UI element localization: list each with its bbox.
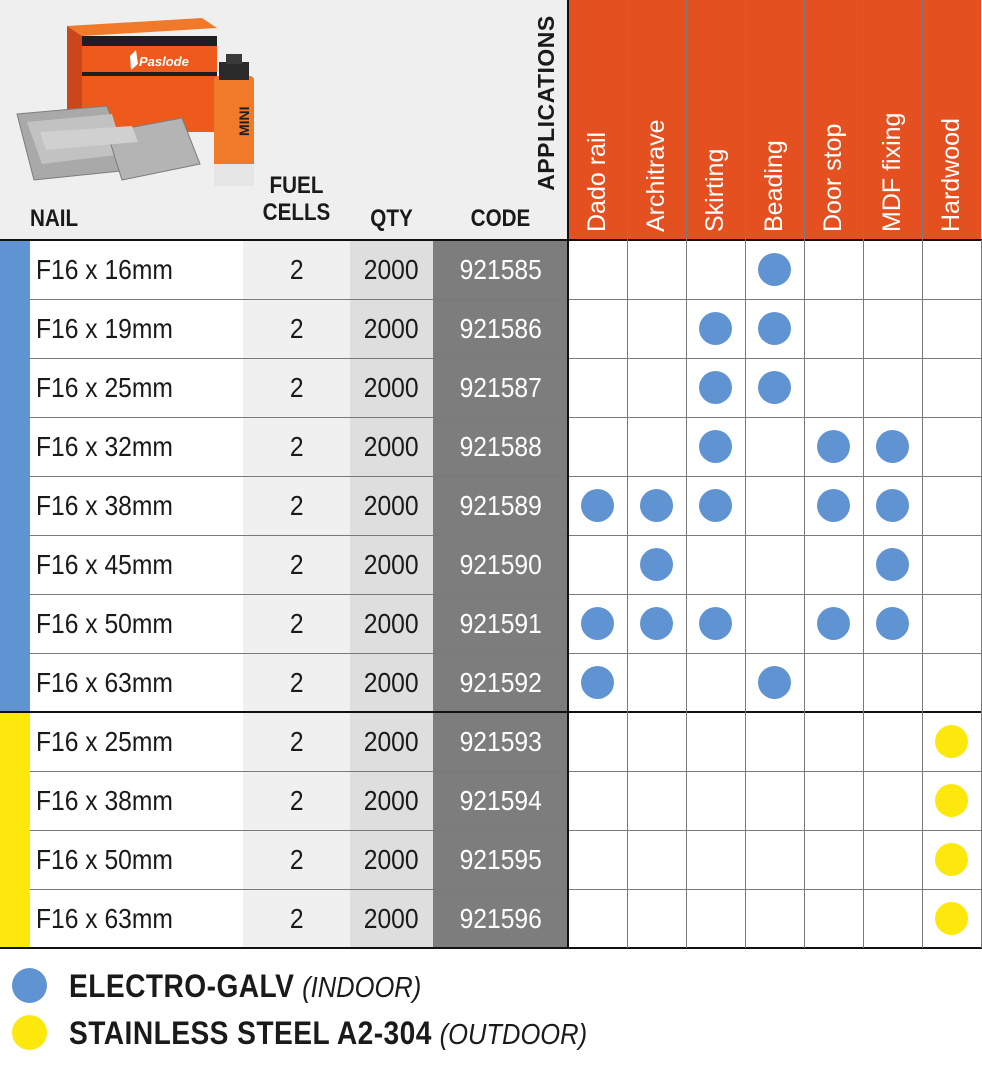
grid-line	[627, 240, 628, 948]
qty-cell	[350, 535, 433, 594]
qty-cell	[350, 417, 433, 476]
fuel-cells-cell	[243, 653, 350, 712]
code-cell-text: 921591	[459, 608, 542, 639]
legend-label	[69, 964, 421, 1010]
code-cell	[433, 889, 568, 948]
application-header-label: Architrave	[642, 119, 670, 232]
grid-line	[30, 476, 982, 477]
qty-cell-text: 2000	[364, 785, 419, 816]
grid-line	[30, 535, 982, 536]
application-cell	[568, 417, 627, 476]
nail-size-cell	[30, 476, 243, 535]
code-cell-text: 921588	[459, 431, 542, 462]
applications-header	[530, 8, 562, 198]
application-cell	[863, 240, 922, 299]
application-cell	[804, 771, 863, 830]
code-cell-text: 921586	[459, 313, 542, 344]
table-row	[0, 476, 982, 535]
grid-line	[30, 417, 982, 418]
code-cell	[433, 830, 568, 889]
application-cell	[627, 830, 686, 889]
application-cell	[627, 358, 686, 417]
fuel-cells-cell-text: 2	[289, 726, 304, 757]
table-border	[0, 947, 982, 949]
qty-cell-text: 2000	[364, 549, 419, 580]
qty-cell-text: 2000	[364, 844, 419, 875]
header-separator	[745, 0, 746, 240]
grid-line	[30, 830, 982, 831]
application-dot-icon	[699, 371, 732, 404]
application-cell	[922, 476, 981, 535]
nail-size-cell	[30, 594, 243, 653]
application-dot-icon	[699, 489, 732, 522]
application-cell	[922, 653, 981, 712]
application-cell	[804, 712, 863, 771]
application-cell	[686, 594, 745, 653]
fuel-cells-cell-text: 2	[289, 431, 304, 462]
application-cell	[686, 830, 745, 889]
qty-cell	[350, 830, 433, 889]
application-dot-icon	[935, 843, 968, 876]
qty-header: QTY	[370, 205, 413, 232]
application-cell	[686, 299, 745, 358]
application-cell	[863, 476, 922, 535]
application-dot-icon	[876, 607, 909, 640]
nail-size-cell-text: F16 x 45mm	[36, 549, 173, 580]
application-dot-icon	[876, 548, 909, 581]
application-cell	[863, 417, 922, 476]
application-cell	[745, 240, 804, 299]
grid-line	[30, 653, 982, 654]
application-cell	[863, 535, 922, 594]
application-cell	[922, 830, 981, 889]
table-border	[0, 239, 982, 241]
nail-size-cell	[30, 653, 243, 712]
application-dot-icon	[758, 371, 791, 404]
fuel-cells-cell-text: 2	[289, 372, 304, 403]
finish-color-strip	[0, 417, 30, 476]
finish-color-strip	[0, 476, 30, 535]
nail-size-cell	[30, 240, 243, 299]
finish-color-strip	[0, 358, 30, 417]
svg-text:Paslode: Paslode	[139, 54, 189, 69]
nail-header: NAIL	[30, 205, 79, 232]
application-cell	[863, 771, 922, 830]
application-cell	[804, 889, 863, 948]
applications-label: APPLICATIONS	[533, 15, 559, 191]
application-cell	[745, 594, 804, 653]
application-cell	[804, 653, 863, 712]
table-border	[0, 711, 982, 713]
fuel-cells-cell-text: 2	[289, 608, 304, 639]
application-cell	[568, 240, 627, 299]
fuel-cells-cell-text: 2	[289, 903, 304, 934]
qty-cell	[350, 889, 433, 948]
application-cell	[804, 417, 863, 476]
legend-name: STAINLESS STEEL A2-304	[69, 1015, 432, 1051]
application-cell	[922, 594, 981, 653]
application-cell	[804, 299, 863, 358]
fuel-cells-header	[250, 172, 342, 226]
application-dot-icon	[935, 725, 968, 758]
application-cell	[568, 889, 627, 948]
code-cell	[433, 594, 568, 653]
qty-cell	[350, 476, 433, 535]
application-cell	[686, 889, 745, 948]
application-cell	[922, 535, 981, 594]
nail-size-cell	[30, 299, 243, 358]
nail-size-cell	[30, 535, 243, 594]
header-separator	[804, 0, 805, 240]
table-row	[0, 240, 982, 299]
code-cell-text: 921593	[459, 726, 542, 757]
table-row	[0, 417, 982, 476]
fuel-cells-cell-text: 2	[289, 667, 304, 698]
legend-name: ELECTRO-GALV	[69, 968, 295, 1004]
qty-cell-text: 2000	[364, 608, 419, 639]
application-cell	[568, 594, 627, 653]
application-cell	[863, 358, 922, 417]
code-cell	[433, 417, 568, 476]
finish-color-strip	[0, 889, 30, 948]
grid-line	[30, 594, 982, 595]
fuel-cells-cell	[243, 358, 350, 417]
application-cell	[804, 358, 863, 417]
nail-size-cell	[30, 417, 243, 476]
application-cell	[804, 594, 863, 653]
application-header	[804, 0, 863, 240]
grid-line	[863, 240, 864, 948]
fuel-cells-cell	[243, 889, 350, 948]
application-cell	[745, 417, 804, 476]
application-cell	[804, 535, 863, 594]
application-cell	[745, 771, 804, 830]
application-cell	[745, 535, 804, 594]
table-row	[0, 653, 982, 712]
fuel-cells-cell-text: 2	[289, 254, 304, 285]
application-dot-icon	[581, 666, 614, 699]
finish-color-strip	[0, 771, 30, 830]
application-header	[568, 0, 627, 240]
application-header-label: Beading	[760, 140, 788, 232]
legend-dot-icon	[12, 1015, 47, 1050]
fuel-cells-cell-text: 2	[289, 785, 304, 816]
qty-cell	[350, 358, 433, 417]
finish-color-strip	[0, 712, 30, 771]
application-cell	[745, 653, 804, 712]
application-cell	[568, 771, 627, 830]
application-dot-icon	[935, 784, 968, 817]
grid-line	[686, 240, 687, 948]
table-row	[0, 299, 982, 358]
application-cell	[627, 712, 686, 771]
application-dot-icon	[758, 253, 791, 286]
qty-cell	[350, 653, 433, 712]
nail-size-cell	[30, 889, 243, 948]
grid-line	[804, 240, 805, 948]
qty-cell-text: 2000	[364, 667, 419, 698]
code-cell-text: 921596	[459, 903, 542, 934]
application-cell	[804, 476, 863, 535]
fuel-header-line1: FUEL	[269, 172, 324, 199]
application-dot-icon	[817, 607, 850, 640]
qty-cell-text: 2000	[364, 431, 419, 462]
nail-size-cell-text: F16 x 38mm	[36, 785, 173, 816]
table-row	[0, 830, 982, 889]
table-border	[567, 0, 569, 948]
application-cell	[568, 535, 627, 594]
fuel-cells-cell	[243, 535, 350, 594]
fuel-header-line2: CELLS	[262, 199, 331, 226]
nail-size-cell-text: F16 x 63mm	[36, 667, 173, 698]
application-cell	[627, 476, 686, 535]
finish-color-strip	[0, 535, 30, 594]
application-header	[627, 0, 686, 240]
code-cell-text: 921594	[459, 785, 542, 816]
application-cell	[745, 889, 804, 948]
application-cell	[863, 889, 922, 948]
code-header: CODE	[470, 205, 531, 232]
application-cell	[745, 476, 804, 535]
nail-size-cell-text: F16 x 38mm	[36, 490, 173, 521]
application-cell	[745, 358, 804, 417]
fuel-cells-cell	[243, 594, 350, 653]
application-dot-icon	[876, 489, 909, 522]
legend-note: (OUTDOOR)	[439, 1019, 588, 1051]
application-cell	[804, 240, 863, 299]
application-cell	[627, 771, 686, 830]
application-dot-icon	[699, 312, 732, 345]
nail-size-cell	[30, 771, 243, 830]
application-dot-icon	[699, 430, 732, 463]
nail-size-cell-text: F16 x 25mm	[36, 372, 173, 403]
table-row	[0, 889, 982, 948]
header-separator	[863, 0, 864, 240]
finish-color-strip	[0, 240, 30, 299]
header-separator	[627, 0, 628, 240]
application-cell	[863, 653, 922, 712]
grid-line	[30, 299, 982, 300]
application-dot-icon	[758, 312, 791, 345]
grid-line	[745, 240, 746, 948]
code-cell	[433, 535, 568, 594]
qty-cell	[350, 712, 433, 771]
qty-cell	[350, 771, 433, 830]
application-header-label: Door stop	[819, 123, 847, 232]
application-cell	[568, 299, 627, 358]
application-dot-icon	[640, 607, 673, 640]
application-header	[863, 0, 922, 240]
application-cell	[922, 712, 981, 771]
application-cell	[686, 535, 745, 594]
fuel-cells-cell	[243, 240, 350, 299]
application-header	[745, 0, 804, 240]
table-row	[0, 712, 982, 771]
svg-text:MINI: MINI	[236, 106, 252, 136]
code-cell-text: 921590	[459, 549, 542, 580]
application-cell	[568, 830, 627, 889]
application-dot-icon	[935, 902, 968, 935]
application-cell	[922, 299, 981, 358]
table-row	[0, 535, 982, 594]
application-dot-icon	[876, 430, 909, 463]
application-cell	[627, 653, 686, 712]
grid-line	[30, 889, 982, 890]
application-dot-icon	[699, 607, 732, 640]
application-cell	[922, 771, 981, 830]
qty-cell-text: 2000	[364, 313, 419, 344]
application-cell	[863, 594, 922, 653]
table-row	[0, 594, 982, 653]
fuel-cells-cell-text: 2	[289, 844, 304, 875]
legend-dot-icon	[12, 968, 47, 1003]
table-row	[0, 358, 982, 417]
nail-size-cell-text: F16 x 63mm	[36, 903, 173, 934]
application-cell	[745, 299, 804, 358]
qty-cell-text: 2000	[364, 254, 419, 285]
nail-size-cell-text: F16 x 25mm	[36, 726, 173, 757]
application-header	[922, 0, 981, 240]
code-cell	[433, 358, 568, 417]
legend-note: (INDOOR)	[302, 972, 422, 1004]
header-separator	[686, 0, 687, 240]
application-cell	[922, 417, 981, 476]
nail-size-cell	[30, 358, 243, 417]
application-cell	[922, 358, 981, 417]
fuel-cells-cell-text: 2	[289, 549, 304, 580]
fuel-cells-cell	[243, 476, 350, 535]
application-header-label: MDF fixing	[878, 112, 906, 232]
application-cell	[627, 594, 686, 653]
application-cell	[686, 240, 745, 299]
grid-line	[30, 358, 982, 359]
application-dot-icon	[817, 489, 850, 522]
application-cell	[568, 653, 627, 712]
fuel-cells-cell	[243, 830, 350, 889]
qty-cell	[350, 594, 433, 653]
grid-line	[922, 240, 923, 948]
nail-size-cell-text: F16 x 16mm	[36, 254, 173, 285]
finish-color-strip	[0, 299, 30, 358]
application-cell	[686, 417, 745, 476]
application-cell	[627, 240, 686, 299]
application-cell	[627, 299, 686, 358]
product-image	[12, 14, 262, 194]
fuel-cells-cell-text: 2	[289, 313, 304, 344]
finish-color-strip	[0, 653, 30, 712]
qty-cell	[350, 240, 433, 299]
application-cell	[627, 889, 686, 948]
application-dot-icon	[640, 548, 673, 581]
fuel-cells-cell	[243, 712, 350, 771]
application-cell	[922, 889, 981, 948]
nail-size-cell-text: F16 x 50mm	[36, 608, 173, 639]
application-cell	[627, 535, 686, 594]
application-cell	[686, 358, 745, 417]
application-cell	[627, 417, 686, 476]
fuel-cells-cell	[243, 299, 350, 358]
application-dot-icon	[581, 607, 614, 640]
application-header-label: Hardwood	[937, 118, 965, 232]
code-cell	[433, 712, 568, 771]
nail-size-cell	[30, 712, 243, 771]
application-dot-icon	[817, 430, 850, 463]
finish-color-strip	[0, 594, 30, 653]
application-header-label: Dado rail	[583, 131, 611, 232]
code-cell-text: 921595	[459, 844, 542, 875]
application-cell	[863, 830, 922, 889]
qty-cell-text: 2000	[364, 490, 419, 521]
fuel-cells-cell	[243, 771, 350, 830]
application-cell	[745, 830, 804, 889]
application-cell	[568, 476, 627, 535]
application-header	[686, 0, 745, 240]
code-cell-text: 921592	[459, 667, 542, 698]
application-dot-icon	[640, 489, 673, 522]
code-cell-text: 921585	[459, 254, 542, 285]
application-cell	[686, 476, 745, 535]
qty-cell-text: 2000	[364, 726, 419, 757]
application-dot-icon	[758, 666, 791, 699]
qty-cell-text: 2000	[364, 903, 419, 934]
application-cell	[922, 240, 981, 299]
fuel-cells-cell-text: 2	[289, 490, 304, 521]
application-cell	[745, 712, 804, 771]
qty-cell-text: 2000	[364, 372, 419, 403]
nail-size-cell-text: F16 x 50mm	[36, 844, 173, 875]
code-cell-text: 921587	[459, 372, 542, 403]
qty-cell	[350, 299, 433, 358]
nail-size-cell-text: F16 x 32mm	[36, 431, 173, 462]
application-cell	[863, 299, 922, 358]
legend-label	[69, 1011, 587, 1057]
application-cell	[568, 358, 627, 417]
grid-line	[30, 771, 982, 772]
application-cell	[686, 771, 745, 830]
header-separator	[922, 0, 923, 240]
code-cell	[433, 653, 568, 712]
application-cell	[686, 653, 745, 712]
application-cell	[686, 712, 745, 771]
table-row	[0, 771, 982, 830]
application-cell	[804, 830, 863, 889]
application-dot-icon	[581, 489, 614, 522]
application-cell	[568, 712, 627, 771]
code-cell	[433, 771, 568, 830]
code-cell-text: 921589	[459, 490, 542, 521]
application-header-label: Skirting	[701, 148, 729, 232]
code-cell	[433, 240, 568, 299]
code-cell	[433, 476, 568, 535]
finish-color-strip	[0, 830, 30, 889]
code-cell	[433, 299, 568, 358]
application-cell	[863, 712, 922, 771]
nail-size-cell-text: F16 x 19mm	[36, 313, 173, 344]
nail-size-cell	[30, 830, 243, 889]
fuel-cells-cell	[243, 417, 350, 476]
